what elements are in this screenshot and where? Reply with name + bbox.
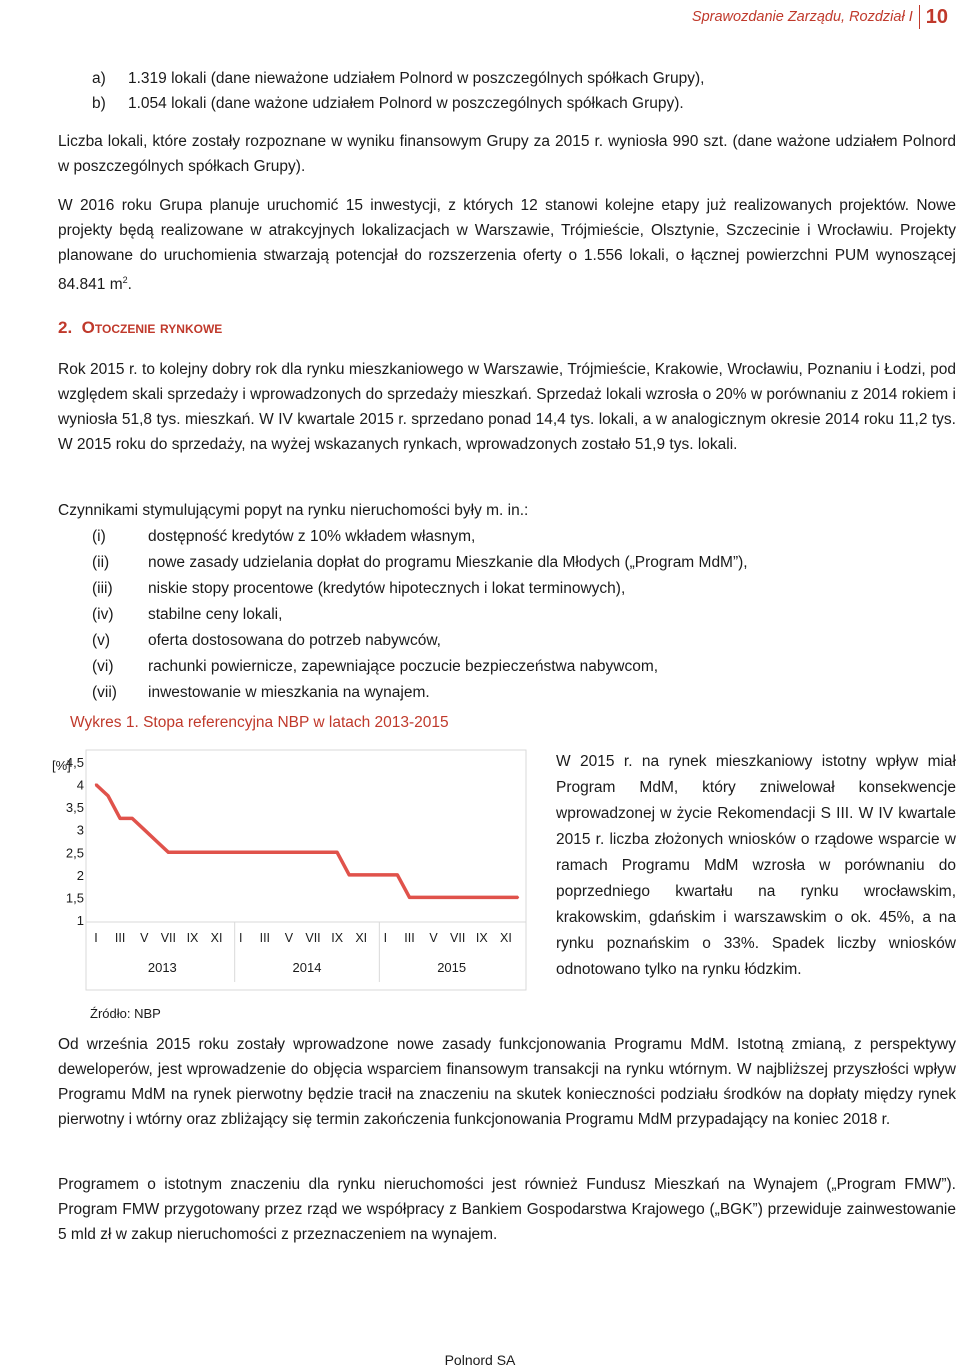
chart-frame: [86, 750, 526, 990]
factor-number: (vii): [92, 684, 117, 701]
data-point: [119, 817, 121, 819]
data-point: [191, 851, 193, 853]
x-tick-label: III: [404, 931, 415, 945]
data-point: [420, 896, 422, 898]
data-point: [179, 851, 181, 853]
factor-text: niskie stopy procentowe (kredytów hipotecznych i lokat terminowych),: [148, 580, 626, 597]
data-point: [517, 896, 519, 898]
factor-text: inwestowanie w mieszkania na wynajem.: [148, 684, 430, 701]
year-label: 2013: [147, 960, 177, 975]
y-tick-label: 3,5: [65, 800, 84, 816]
factor-item: [92, 628, 441, 653]
data-point: [336, 851, 338, 853]
paragraph-mdm-impact: W 2015 r. na rynek mieszkaniowy istotny wpływ miał Program MdM, który zniwelował konsekwencje wprowadzonej w życie Rekomendacji S III. W IV kwartale 2015 r. liczba złożonych wniosków o rządowe wsparcie w ramach Programu MdM wzrosła w porównaniu do poprzedniego kwartału na rynku wrocławskim, krakowskim, gdańskim i warszawskim o ok. 45%, a na rynku poznańskim o 33%. Spadek liczby wniosków odnotowano tylko na rynku łódzkim.: [556, 753, 956, 978]
year-label: 2014: [292, 960, 322, 975]
section-title-first: O: [81, 318, 95, 337]
data-point: [143, 829, 145, 831]
page-footer: Polnord SA: [444, 1352, 516, 1368]
data-point: [384, 874, 386, 876]
data-point: [203, 851, 205, 853]
y-tick-label: 2,5: [65, 845, 84, 861]
x-tick-label: XI: [355, 931, 368, 945]
y-tick-label: 2: [76, 867, 84, 883]
chart-source: Źródło: NBP: [90, 1006, 161, 1021]
factor-item: [92, 524, 475, 549]
x-tick-label: VII: [305, 931, 321, 945]
factor-number: (iv): [92, 606, 114, 623]
x-tick-label: XI: [210, 931, 223, 945]
data-point: [493, 896, 495, 898]
page-number: 10: [925, 5, 948, 28]
data-point: [227, 851, 229, 853]
x-tick-label: VII: [450, 931, 466, 945]
paragraph-fmw: Programem o istotnym znaczeniu dla rynku nieruchomości jest również Fundusz Mieszkań na Wynajem („Program FMW”). Program FMW przygotowany przez rząd we współpracy z Bankiem Gospodarstwa Krajowego („BGK”) przewiduje zainwestowanie 5 mld zł w zakup nieruchomości z przeznaczeniem na wynajem.: [58, 1176, 956, 1243]
x-tick-label: III: [259, 931, 271, 945]
series-line: [96, 785, 518, 898]
data-point: [408, 896, 410, 898]
factor-number: (i): [92, 528, 106, 545]
data-point: [396, 874, 398, 876]
factor-item: [92, 602, 282, 627]
chart-svg: [40, 742, 530, 997]
data-point: [469, 896, 471, 898]
data-point: [167, 851, 169, 853]
header-divider: [919, 5, 920, 29]
data-point: [372, 874, 374, 876]
section-title-rest: toczenie rynkowe: [94, 318, 223, 337]
paragraph-text: W 2016 roku Grupa planuje uruchomić 15 inwestycji, z których 12 stanowi kolejne etapy już realizowanych projektów. Nowe projekty będą realizowane w atrakcyjnych lokalizacjach w Warszawie, Trójmieście, Olsztynie, Szczecinie i Wrocławiu. Projekty planowane do uruchomienia stwarzają potencjał do rozszerzenia oferty o 1.556 lokali, o łącznej powierzchni PUM wynoszącej 84.841 m: [58, 197, 956, 294]
page-header: [692, 4, 960, 30]
data-point: [324, 851, 326, 853]
data-point: [215, 851, 217, 853]
factor-text: oferta dostosowana do potrzeb nabywców,: [148, 632, 441, 649]
data-point: [252, 851, 254, 853]
factor-item: [92, 550, 748, 575]
chart-caption: Wykres 1. Stopa referencyjna NBP w latach 2013-2015: [70, 714, 449, 731]
y-tick-label: 4,5: [65, 755, 84, 770]
x-tick-label: XI: [500, 931, 512, 945]
list-label: b): [92, 95, 106, 112]
data-point: [348, 874, 350, 876]
header-section-title: Sprawozdanie Zarządu, Rozdział I: [691, 9, 913, 25]
section-heading: [58, 318, 222, 338]
data-point: [107, 795, 109, 797]
reference-rate-chart: [40, 742, 530, 997]
data-point: [300, 851, 302, 853]
y-axis-label: [%]: [52, 758, 71, 773]
factor-item: [92, 576, 625, 601]
superscript: 2: [122, 275, 128, 285]
factor-text: nowe zasady udzielania dopłat do programu Mieszkanie dla Młodych („Program MdM”),: [148, 554, 748, 571]
paragraph-end: .: [127, 276, 132, 294]
x-tick-label: I: [383, 931, 388, 945]
data-point: [444, 896, 446, 898]
paragraph-market-2015: Rok 2015 r. to kolejny dobry rok dla rynku mieszkaniowego w Warszawie, Trójmieście, Krakowie, Wrocławiu, Poznaniu i Łodzi, pod względem skali sprzedaży i wprowadzonych do sprzedaży mieszkań. Sprzedaż lokali wzrosła o 20% w porównaniu z 2014 rokiem i wyniosła 51,8 tys. mieszkań. W IV kwartale 2015 r. sprzedano ponad 14,4 tys. lokali, a w analogicznym okresie 2014 roku 11,2 tys. W 2015 roku do sprzedaży, na wyżej wskazanych rynkach, wprowadzonych zostało 51,9 tys. lokali.: [58, 361, 956, 453]
list-item-b: [92, 91, 684, 116]
list-item-a: [92, 66, 704, 91]
factor-number: (ii): [92, 554, 110, 571]
list-label: a): [92, 70, 106, 87]
y-tick-label: 1,5: [65, 890, 84, 906]
data-point: [456, 896, 458, 898]
x-tick-label: I: [94, 931, 98, 945]
data-point: [239, 851, 241, 853]
x-tick-label: IX: [475, 931, 488, 945]
data-point: [312, 851, 314, 853]
data-point: [131, 817, 133, 819]
y-tick-label: 1: [76, 913, 84, 928]
x-tick-label: V: [429, 931, 438, 945]
data-point: [264, 851, 266, 853]
data-point: [481, 896, 483, 898]
factor-item: [92, 654, 658, 679]
data-point: [155, 840, 157, 842]
data-point: [432, 896, 434, 898]
data-point: [95, 783, 97, 785]
data-point: [288, 851, 290, 853]
list-text: 1.319 lokali (dane nieważone udziałem Polnord w poszczególnych spółkach Grupy),: [128, 70, 705, 87]
list-text: 1.054 lokali (dane ważone udziałem Polnord w poszczególnych spółkach Grupy).: [128, 95, 684, 112]
data-point: [505, 896, 507, 898]
paragraph-mdm-changes: Od września 2015 roku zostały wprowadzone nowe zasady funkcjonowania Programu MdM. Istotną zmianą, z perspektywy deweloperów, jest wprowadzenie do objęcia wsparciem finansowym transakcji na rynku wtórnym. W najbliższej przyszłości wpływ Programu MdM na rynek pierwotny będzie tracił na znaczeniu na skutek konieczności podziału środków na dopłaty między rynek pierwotny i wtórny oraz zbliżający się termin zakończenia funkcjonowania Programu MdM przypadający na koniec 2018 r.: [58, 1036, 956, 1128]
factor-number: (v): [92, 632, 111, 649]
x-tick-label: V: [140, 931, 149, 945]
x-tick-label: IX: [331, 931, 344, 945]
x-tick-label: V: [284, 931, 294, 945]
factor-text: dostępność kredytów z 10% wkładem własnym,: [148, 528, 476, 545]
data-point: [276, 851, 278, 853]
factor-number: (iii): [92, 580, 113, 597]
y-tick-label: 3: [76, 822, 84, 838]
factor-text: rachunki powiernicze, zapewniające poczucie bezpieczeństwa nabywcom,: [148, 658, 659, 675]
x-tick-label: I: [238, 931, 243, 945]
x-tick-label: VII: [160, 931, 177, 945]
factor-item: [92, 680, 430, 705]
data-point: [360, 874, 362, 876]
section-number: 2.: [58, 318, 73, 337]
year-label: 2015: [437, 960, 467, 975]
paragraph-2016-plans: [58, 193, 956, 297]
factor-text: stabilne ceny lokali,: [148, 606, 283, 623]
x-tick-label: III: [114, 931, 126, 945]
paragraph-factors-intro: Czynnikami stymulującymi popyt na rynku nieruchomości były m. in.:: [58, 502, 529, 519]
factor-number: (vi): [92, 658, 114, 675]
x-tick-label: IX: [186, 931, 199, 945]
y-tick-label: 4: [76, 777, 84, 793]
paragraph-units-recognized: Liczba lokali, które zostały rozpoznane w wyniku finansowym Grupy za 2015 r. wyniosła 990 szt. (dane ważone udziałem Polnord w poszczególnych spółkach Grupy).: [58, 133, 956, 175]
